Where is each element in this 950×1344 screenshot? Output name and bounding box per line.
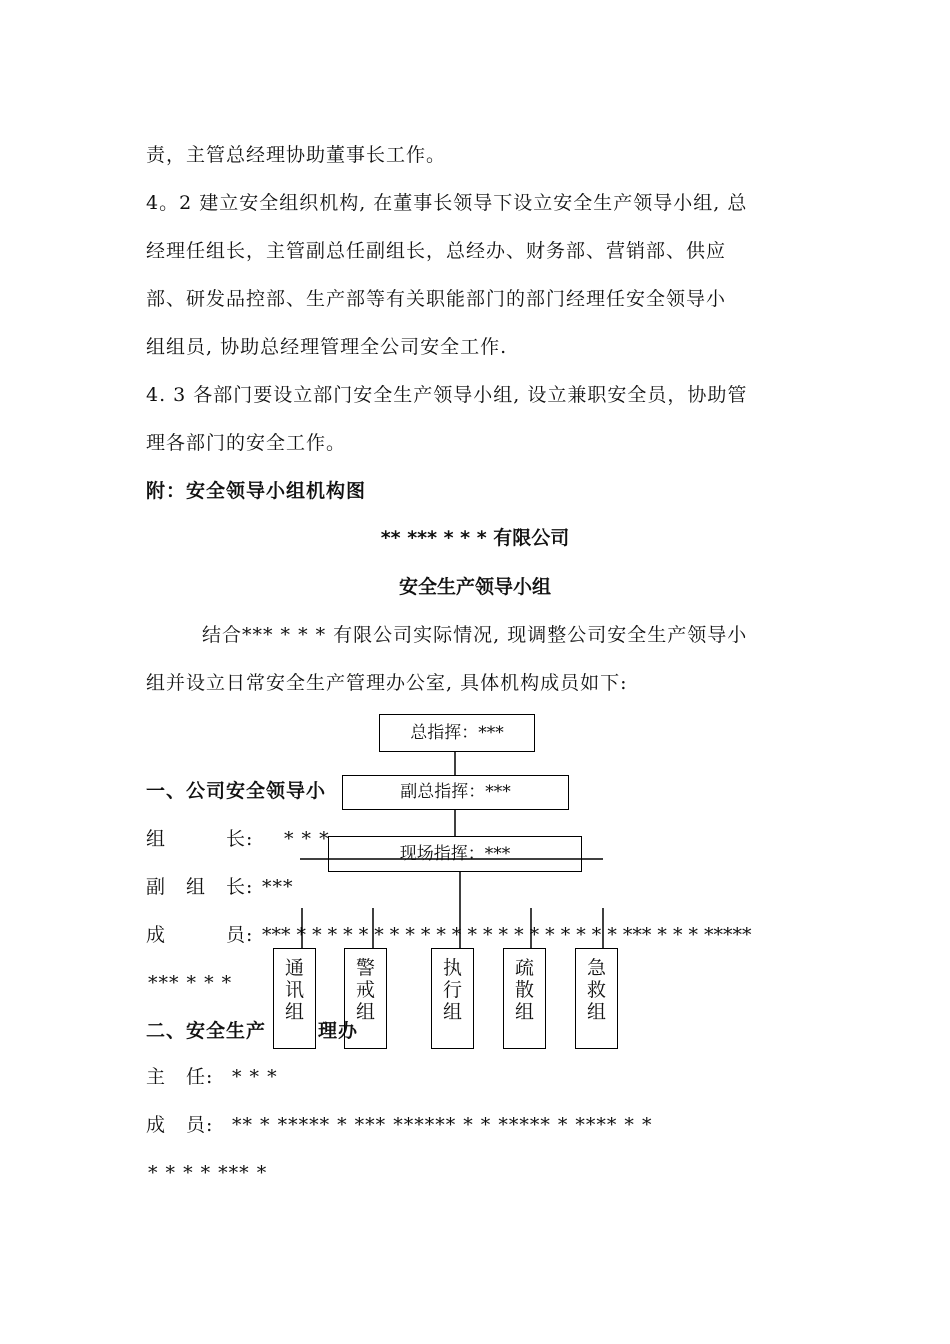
team-box [273,948,316,1049]
members2-cont: * * * * *** * [148,1162,268,1184]
section1-heading: 一、公司安全领导小 [146,780,327,802]
company-name: ** *** * * * 有限公司 [380,527,570,549]
director-value: * * * [232,1066,278,1088]
field-commander-box [328,836,582,872]
leader-label: 组 长: [146,828,254,850]
team-box [575,948,618,1049]
section2-heading: 二、安全生产 [146,1020,267,1042]
director-label: 主 任: [146,1066,214,1088]
field-commander-label: 现场指挥：*** [399,844,511,864]
section2-heading-tail: 理办 [318,1020,359,1042]
members-label: 成 员: [146,924,254,946]
members2-value: ** * ***** * *** ****** * * ***** * **** * * [232,1114,653,1136]
deputy-commander-box [342,775,569,810]
team-box [503,948,546,1049]
team-label: 执 行 组 [442,957,462,1023]
team-box [344,948,387,1049]
team-label: 急 救 组 [586,957,606,1023]
text-line: 部、研发品控部、生产部等有关职能部门的部门经理任安全领导小 [146,288,727,310]
team-label: 警 戒 组 [355,957,375,1023]
deputy-commander-label: 副总指挥：*** [400,782,511,802]
members-value: *** * * * * * * * * * * * * * * * * * * * * * *** * * * ***** [262,924,752,946]
intro-line: 结合*** * * * 有限公司实际情况, 现调整公司安全生产领导小 [202,624,748,646]
text-line: 理各部门的安全工作。 [146,432,347,454]
text-line: 4. 3 各部门要设立部门安全生产领导小组, 设立兼职安全员，协助管 [146,384,748,406]
group-title: 安全生产领导小组 [398,576,551,598]
commander-label: 总指挥：*** [410,723,504,743]
team-label: 通 讯 组 [284,957,304,1023]
team-box [431,948,474,1049]
text-line: 责，主管总经理协助董事长工作。 [146,144,447,166]
team-label: 疏 散 组 [514,957,534,1023]
deputy-label: 副 组 长: [146,876,254,898]
deputy-value: *** [262,876,294,898]
text-line: 4。2 建立安全组织机构, 在董事长领导下设立安全生产领导小组, 总 [146,192,748,214]
text-line: 经理任组长，主管副总任副组长，总经办、财务部、营销部、供应 [146,240,727,262]
appendix-heading: 附：安全领导小组机构图 [146,480,367,502]
text-line: 组组员, 协助总经理管理全公司安全工作. [146,336,508,358]
intro-line: 组并设立日常安全生产管理办公室, 具体机构成员如下: [146,672,628,694]
commander-box [379,714,535,752]
leader-value: * * * [284,828,330,850]
members-cont: *** * * * [148,972,233,994]
members2-label: 成 员: [146,1114,214,1136]
